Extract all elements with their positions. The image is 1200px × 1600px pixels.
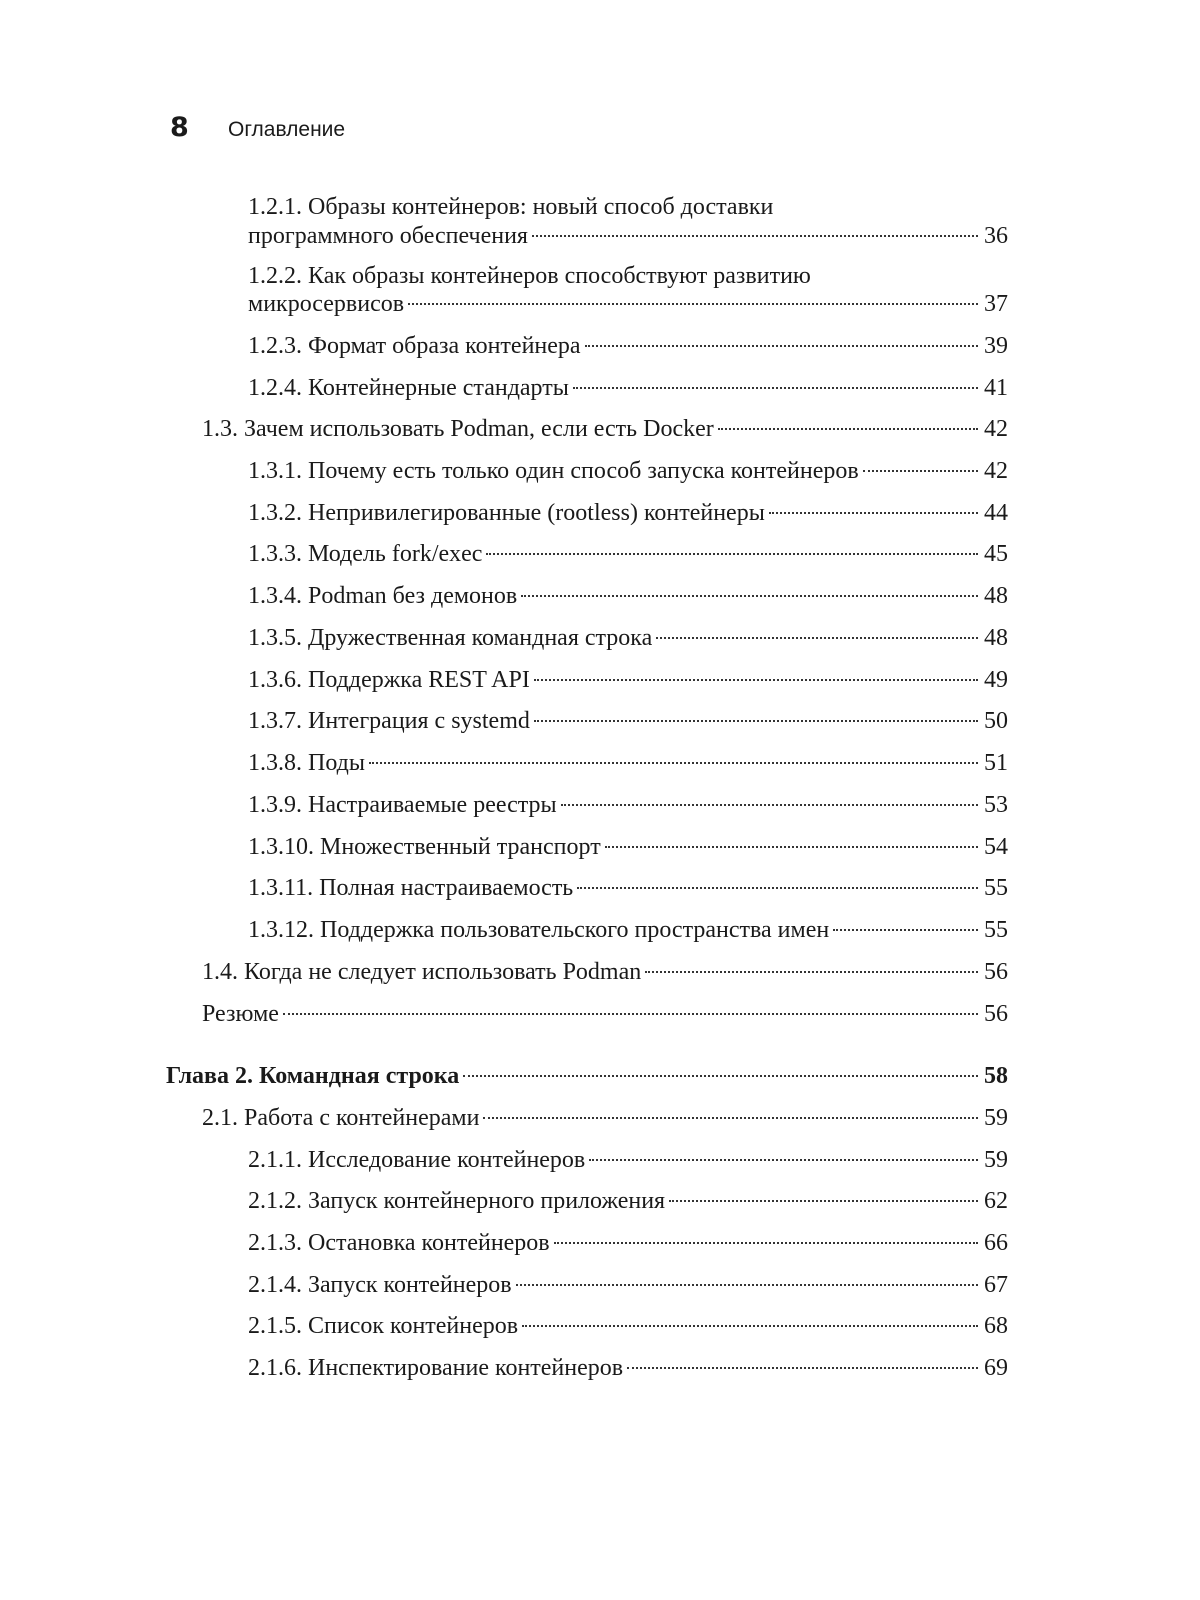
toc-entry[interactable] <box>248 1353 1008 1383</box>
dot-leader <box>585 345 978 347</box>
toc-entry-title: 1.3.3. Модель fork/exec <box>248 541 483 567</box>
toc-entry[interactable] <box>248 456 1008 486</box>
dot-leader <box>534 720 978 722</box>
dot-leader <box>408 303 978 305</box>
page-number: 8 <box>170 112 189 143</box>
toc-entry-title: 1.3.9. Настраиваемые реестры <box>248 792 557 818</box>
toc-entry[interactable] <box>248 289 1008 319</box>
toc-chapter-entry[interactable] <box>166 1061 1008 1091</box>
dot-leader <box>656 637 978 639</box>
toc-entry[interactable] <box>248 498 1008 528</box>
toc-entry-title: 1.2.3. Формат образа контейнера <box>248 333 581 359</box>
toc-entry[interactable] <box>248 373 1008 403</box>
toc-entry[interactable] <box>248 748 1008 778</box>
toc-entry-page: 36 <box>984 223 1008 249</box>
toc-entry-title: 1.3.6. Поддержка REST API <box>248 667 530 693</box>
dot-leader <box>532 235 978 237</box>
toc-entry-page: 39 <box>984 333 1008 359</box>
toc-entry-page: 55 <box>984 917 1008 943</box>
toc-entry[interactable] <box>202 414 1008 444</box>
toc-entry-title: 1.3.2. Непривилегированные (rootless) контейнеры <box>248 500 765 526</box>
dot-leader <box>534 679 978 681</box>
toc-entry-title: 1.4. Когда не следует использовать Podman <box>202 959 642 985</box>
toc-entry-page: 51 <box>984 750 1008 776</box>
toc-entry-title: 2.1. Работа с контейнерами <box>202 1105 480 1131</box>
toc-entry-page: 66 <box>984 1230 1008 1256</box>
toc-entry-page: 55 <box>984 875 1008 901</box>
toc-entry[interactable] <box>248 539 1008 569</box>
toc-entry[interactable] <box>248 331 1008 361</box>
toc-entry[interactable] <box>202 957 1008 987</box>
dot-leader <box>521 595 978 597</box>
dot-leader <box>369 762 978 764</box>
toc-entry-title: 2.1.4. Запуск контейнеров <box>248 1272 512 1298</box>
dot-leader <box>769 512 978 514</box>
toc-entry[interactable] <box>248 832 1008 862</box>
toc-entry[interactable] <box>248 873 1008 903</box>
toc-entry-page: 37 <box>984 291 1008 317</box>
section-title: Оглавление <box>228 118 346 141</box>
dot-leader <box>573 387 978 389</box>
toc-entry-title: Резюме <box>202 1001 279 1027</box>
dot-leader <box>554 1242 978 1244</box>
toc-entry-page: 68 <box>984 1313 1008 1339</box>
toc-entry-page: 45 <box>984 541 1008 567</box>
toc-entry-page: 53 <box>984 792 1008 818</box>
dot-leader <box>516 1284 978 1286</box>
toc-entry-title: программного обеспечения <box>248 223 528 249</box>
toc-entry-title: 2.1.5. Список контейнеров <box>248 1313 519 1339</box>
dot-leader <box>863 470 978 472</box>
toc-entry-first-line: 1.2.2. Как образы контейнеров способствуют развитию <box>248 263 811 289</box>
dot-leader <box>605 846 978 848</box>
toc-entry-page: 69 <box>984 1355 1008 1381</box>
dot-leader <box>627 1367 978 1369</box>
toc-entry-title: 1.3.10. Множественный транспорт <box>248 834 601 860</box>
dot-leader <box>645 971 978 973</box>
toc-entry[interactable] <box>248 1186 1008 1216</box>
toc-entry-title: Глава 2. Командная строка <box>166 1063 460 1089</box>
dot-leader <box>522 1325 978 1327</box>
dot-leader <box>718 428 978 430</box>
toc-entry-page: 67 <box>984 1272 1008 1298</box>
dot-leader <box>669 1200 978 1202</box>
toc-entry-title: 2.1.6. Инспектирование контейнеров <box>248 1355 624 1381</box>
dot-leader <box>486 553 978 555</box>
toc-entry-title: микросервисов <box>248 291 405 317</box>
dot-leader <box>283 1013 978 1015</box>
toc-entry-title: 1.3.12. Поддержка пользовательского пространства имен <box>248 917 830 943</box>
toc-entry[interactable] <box>248 1228 1008 1258</box>
toc-entry-page: 54 <box>984 834 1008 860</box>
toc-entry[interactable] <box>202 1103 1008 1133</box>
dot-leader <box>463 1075 978 1077</box>
toc-entry[interactable] <box>248 623 1008 653</box>
toc-entry-page: 48 <box>984 583 1008 609</box>
toc-entry-title: 1.3.4. Podman без демонов <box>248 583 518 609</box>
toc-entry-first-line: 1.2.1. Образы контейнеров: новый способ доставки <box>248 194 774 220</box>
toc-entry-title: 1.3.5. Дружественная командная строка <box>248 625 653 651</box>
toc-entry-title: 2.1.3. Остановка контейнеров <box>248 1230 550 1256</box>
toc-entry-title: 1.3.11. Полная настраиваемость <box>248 875 574 901</box>
toc-entry-page: 56 <box>984 959 1008 985</box>
toc-entry-title: 1.3.7. Интеграция с systemd <box>248 708 530 734</box>
toc-entry[interactable] <box>248 915 1008 945</box>
toc-entry-page: 42 <box>984 458 1008 484</box>
toc-entry-page: 56 <box>984 1001 1008 1027</box>
toc-entry-page: 42 <box>984 416 1008 442</box>
toc-entry[interactable] <box>248 581 1008 611</box>
dot-leader <box>589 1159 978 1161</box>
toc-entry-title: 1.2.4. Контейнерные стандарты <box>248 375 569 401</box>
toc-entry-page: 62 <box>984 1188 1008 1214</box>
toc-entry[interactable] <box>248 1270 1008 1300</box>
toc-entry-title: 2.1.2. Запуск контейнерного приложения <box>248 1188 666 1214</box>
toc-entry-page: 59 <box>984 1147 1008 1173</box>
dot-leader <box>483 1117 978 1119</box>
toc-entry-page: 49 <box>984 667 1008 693</box>
running-header <box>170 112 345 152</box>
toc-entry-title: 2.1.1. Исследование контейнеров <box>248 1147 586 1173</box>
toc-entry-title: 1.3.8. Поды <box>248 750 365 776</box>
toc-entry[interactable] <box>248 706 1008 736</box>
toc-entry[interactable] <box>248 221 1008 251</box>
toc-entry[interactable] <box>248 665 1008 695</box>
dot-leader <box>561 804 978 806</box>
toc-entry[interactable] <box>248 790 1008 820</box>
toc-entry-page: 59 <box>984 1105 1008 1131</box>
toc-entry[interactable] <box>248 1311 1008 1341</box>
toc-entry-page: 41 <box>984 375 1008 401</box>
toc-entry-title: 1.3.1. Почему есть только один способ запуска контейнеров <box>248 458 859 484</box>
dot-leader <box>577 887 978 889</box>
toc-entry-page: 58 <box>984 1063 1008 1089</box>
toc-entry-title: 1.3. Зачем использовать Podman, если есть Docker <box>202 416 714 442</box>
toc-entry-page: 50 <box>984 708 1008 734</box>
toc-entry-page: 44 <box>984 500 1008 526</box>
dot-leader <box>833 929 978 931</box>
toc-entry[interactable] <box>248 1145 1008 1175</box>
toc-entry[interactable] <box>202 999 1008 1029</box>
toc-entry-page: 48 <box>984 625 1008 651</box>
